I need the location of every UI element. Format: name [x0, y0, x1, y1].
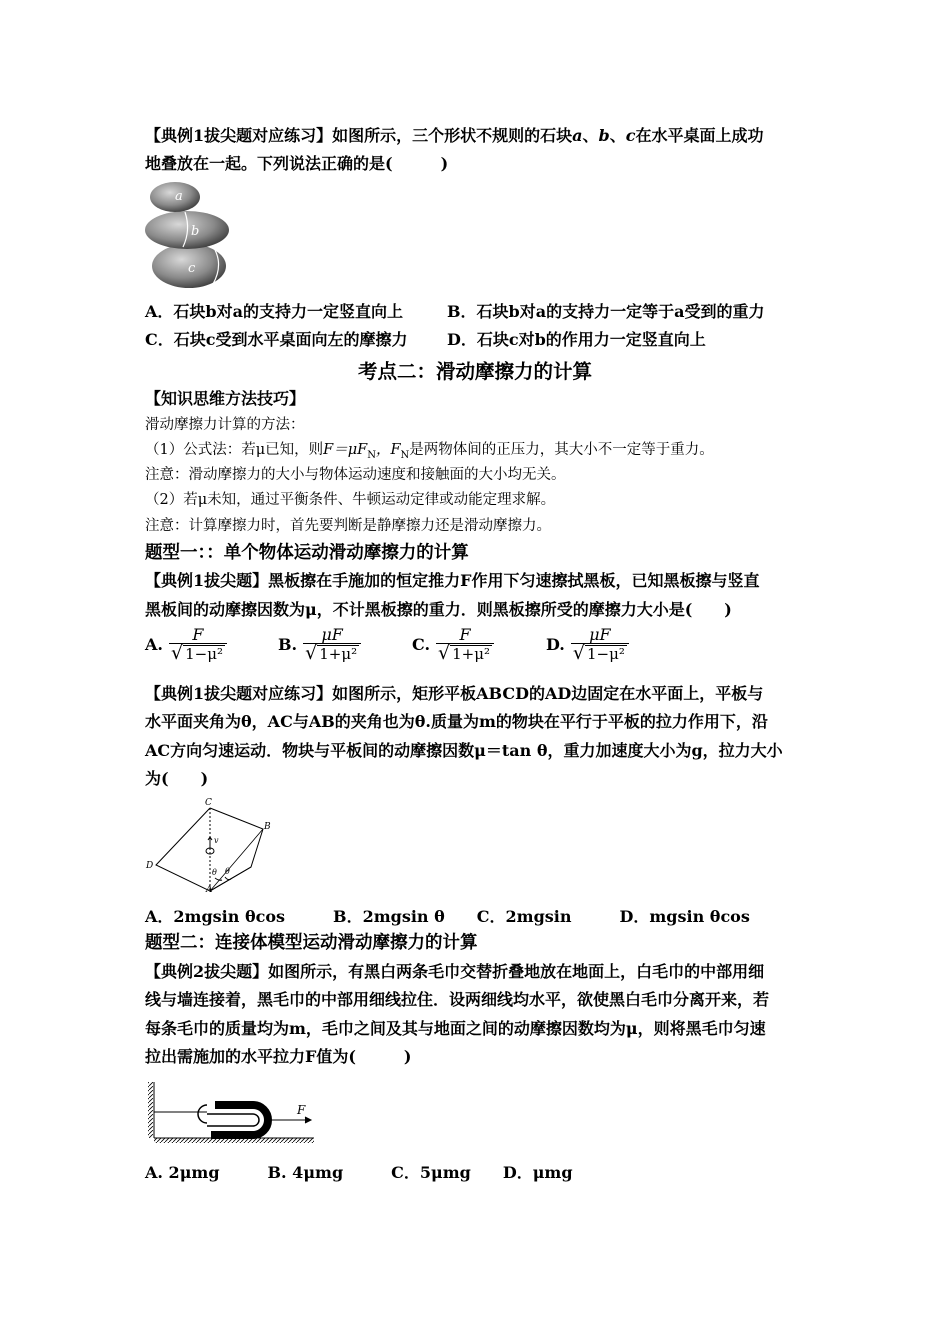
- type2-options[interactable]: A. 2μmg B. 4μmg C．5μmg D．μmg: [145, 1163, 573, 1182]
- label-v: v: [214, 836, 219, 845]
- knowledge-line2: （1）公式法：若μ已知，则$F=\mu F_N$，$F_N$是两物体间的正压力，其大小不一定等于重力。: [145, 442, 714, 461]
- type2-question-line1: 【典例2拔尖题】如图所示，有黑白两条毛巾交替折叠地放在地面上，白毛巾的中部用细: [145, 962, 765, 981]
- label-b: B: [264, 822, 271, 832]
- practice1-line2: 地叠放在一起。下列说法正确的是( ): [145, 154, 449, 173]
- inclined-plate-figure: [143, 795, 283, 895]
- type2-title: 题型二：连接体模型运动滑动摩擦力的计算: [145, 933, 478, 953]
- type1-question-line2: 黑板间的动摩擦因数为μ，不计黑板擦的重力．则黑板擦所受的摩擦力大小是( ): [145, 600, 732, 619]
- knowledge-line3: 注意：滑动摩擦力的大小与物体运动速度和接触面的大小均无关。: [145, 467, 566, 483]
- stacked-stones-figure: [145, 180, 235, 290]
- stone-label-c: c: [188, 261, 196, 276]
- type1-option-b[interactable]: B. μF √ 1+μ²: [278, 626, 361, 662]
- knowledge-line1: 滑动摩擦力计算的方法：: [145, 417, 305, 433]
- stone-label-a: a: [175, 189, 183, 204]
- label-a: A: [206, 885, 213, 895]
- practice1-line1: 【典例1拔尖题对应练习】如图所示，三个形状不规则的石块a、b、c在水平桌面上成功: [145, 126, 764, 145]
- practice1-option-c[interactable]: C．石块c受到水平桌面向左的摩擦力: [145, 330, 408, 349]
- knowledge-line5: 注意：计算摩擦力时，首先要判断是静摩擦力还是滑动摩擦力。: [145, 518, 551, 534]
- practice1-option-d[interactable]: D．石块c对b的作用力一定竖直向上: [447, 330, 706, 349]
- section-heading: 考点二：滑动摩擦力的计算: [357, 360, 592, 383]
- type1-option-c[interactable]: C. F √ 1+μ²: [412, 626, 494, 662]
- label-d: D: [146, 861, 154, 871]
- label-c: C: [205, 798, 212, 808]
- type1-title: 题型一：：单个物体运动滑动摩擦力的计算: [145, 543, 469, 563]
- knowledge-line4: （2）若μ未知，通过平衡条件、牛顿运动定律或动能定理求解。: [145, 492, 556, 508]
- practice1-option-b[interactable]: B．石块b对a的支持力一定等于a受到的重力: [447, 302, 765, 321]
- practice1-option-a[interactable]: A．石块b对a的支持力一定竖直向上: [145, 302, 403, 321]
- type1-practice-line2: 水平面夹角为θ，AC与AB的夹角也为θ.质量为m的物块在平行于平板的拉力作用下，沿: [145, 712, 768, 731]
- force-label: F: [297, 1103, 306, 1117]
- stone-label-b: b: [191, 224, 200, 239]
- knowledge-header: 【知识思维方法技巧】: [145, 389, 306, 408]
- type1-question-line1: 【典例1拔尖题】黑板擦在手施加的恒定推力F作用下匀速擦拭黑板，已知黑板擦与竖直: [145, 571, 760, 590]
- type2-question-line2: 线与墙连接着，黑毛巾的中部用细线拉住．设两细线均水平，欲使黑白毛巾分离开来，若: [145, 990, 770, 1009]
- type1-practice-options[interactable]: A．2mgsin θcos B．2mgsin θ C．2mgsin D．mgsin θcos: [145, 907, 750, 926]
- towels-figure: [145, 1078, 325, 1148]
- label-theta-1: θ: [212, 868, 217, 877]
- type1-practice-line1: 【典例1拔尖题对应练习】如图所示，矩形平板ABCD的AD边固定在水平面上，平板与: [145, 684, 764, 703]
- type2-question-line4: 拉出需施加的水平拉力F值为( ): [145, 1047, 412, 1066]
- type1-practice-line3: AC方向匀速运动．物块与平板间的动摩擦因数μ＝tan θ，重力加速度大小为g，拉力大小: [145, 741, 783, 760]
- type1-practice-line4: 为( ): [145, 769, 209, 788]
- type2-question-line3: 每条毛巾的质量均为m，毛巾之间及其与地面之间的动摩擦因数均为μ，则将黑毛巾匀速: [145, 1019, 766, 1038]
- label-theta-2: θ: [225, 867, 230, 876]
- type1-option-a[interactable]: A. F √ 1−μ²: [145, 626, 227, 662]
- type1-option-d[interactable]: D. μF √ 1−μ²: [546, 626, 629, 662]
